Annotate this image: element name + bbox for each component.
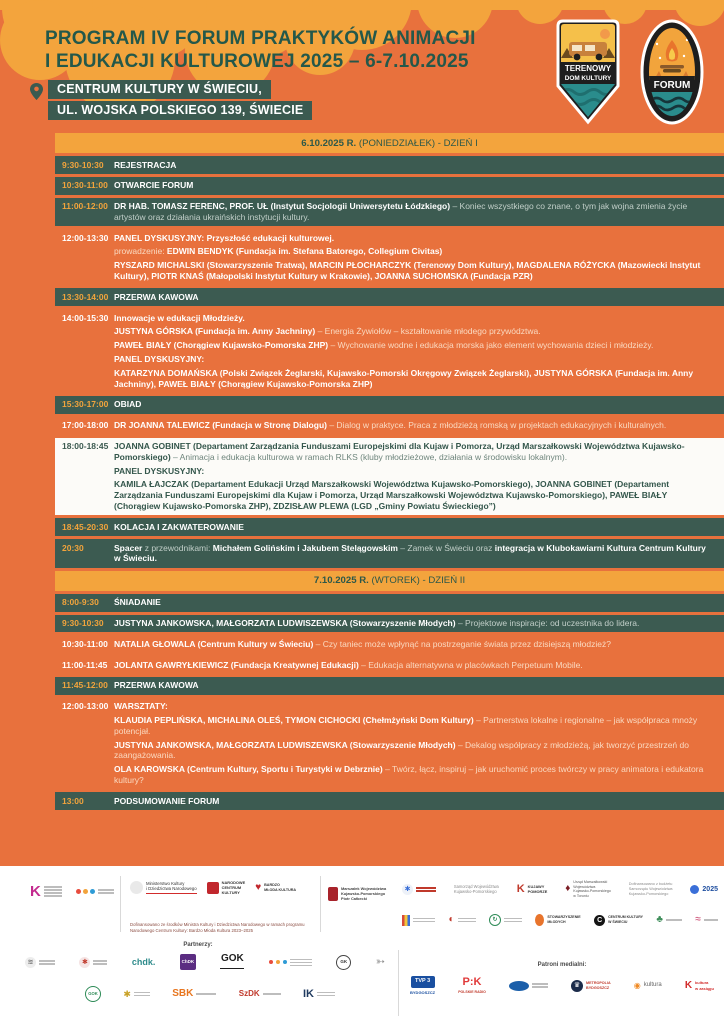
event-content: JOANNA GOBINET (Departament Zarządzania Funduszami Europejskimi dla Kujaw i Pomorza, Urząd Marszałkowski Województwa Kujawsko-Pomorskiego) – Animacja i edukacja kulturowa w ramach RLKS (kluby młodzieżowe, działania w środowisku lokalnym). PANEL DYSKUSYJNY: KAMILA ŁAJCZAK (Departament Edukacji Urząd Marszałkowski Województwa Kujawsko-Pomorskiego), JOANNA GOBINET (Departament Zarządzania Funduszami Europejskimi dla Kujaw i Pomorza, Urząd Marszałkowski Województwa Kujawsko-Pomorskiego), PAWEŁ BIAŁY (Chorągiew Kujawsko-Pomorska ZHP), ZDZISŁAW PLEWA (LGD „Gminy Powiatu Świeckiego”) — [114, 441, 685, 512]
footer-divider-1 — [120, 876, 121, 932]
time-cell: 18:45-20:30 — [62, 521, 109, 532]
time-cell: 13:00 — [62, 795, 84, 806]
logo-nck: NARODOWE CENTRUM KULTURY — [207, 880, 246, 895]
schedule-row — [55, 288, 724, 306]
tdk-badge-line2: DOM KULTURY — [564, 75, 612, 82]
event-content: REJESTRACJA — [114, 159, 177, 170]
partner-logo-gok-green: GOK — [85, 986, 101, 1002]
footer-marshal — [328, 886, 386, 901]
schedule-row — [55, 635, 724, 653]
location-line-2: UL. WOJSKA POLSKIEGO 139, ŚWIECIE — [48, 101, 312, 120]
logo-chdk-square: ChDK — [180, 954, 196, 970]
event-content: PRZERWA KAWOWA — [114, 291, 199, 302]
logo-bmk: ♥ BARDZO MŁODA KULTURA — [255, 881, 297, 893]
footer-region-logos-row1 — [402, 880, 718, 899]
footer — [0, 866, 724, 1024]
logo-radio-pik: P:K POLSKIE RADIO — [458, 975, 486, 994]
logo-urzad-marszalkowski: ♦ Urząd Marszałkowski Województwa Kujawsko-Pomorskiego w Toruniu — [565, 880, 611, 899]
header-badges — [552, 18, 704, 126]
time-cell: 9:30-10:30 — [62, 618, 104, 629]
logo-marshal-crest: Marszałek Województwa Kujawsko-Pomorskiego Piotr Całbecki — [328, 886, 386, 901]
event-content: PRZERWA KAWOWA — [114, 680, 199, 691]
partner-logo-fan: ≋ — [25, 957, 55, 968]
logo-mkidn: Ministerstwo Kultury i Dziedzictwa Narodowego — [130, 881, 197, 895]
time-cell: 17:00-18:00 — [62, 420, 109, 431]
media-patrons-label: Patroni medialni: — [537, 962, 587, 968]
logo-szdk: SzDK — [239, 990, 281, 998]
schedule-row — [55, 396, 724, 414]
logo-radio-oval — [509, 981, 548, 991]
partner-logo-color: ✱ — [79, 957, 107, 968]
logo-sbk: SBK — [172, 989, 216, 999]
event-content: Spacer z przewodnikami: Michałem Golińskim i Jakubem Stelągowskim – Zamek w Świeciu oraz integracja w Klubokawiarni Kultura Centrum Kultury w Świeciu. — [114, 542, 706, 564]
footer-ministry-group — [130, 880, 296, 895]
schedule-row — [55, 656, 724, 674]
forum-badge-label: FORUM — [653, 80, 691, 91]
schedule-row — [55, 518, 724, 536]
schedule-row — [55, 792, 724, 810]
schedule-row — [55, 177, 724, 195]
logo-stowarzyszenie-mlodych: STOWARZYSZENIE MŁODYCH — [535, 914, 580, 926]
time-cell: 18:00-18:45 — [62, 441, 109, 452]
event-content: JOLANTA GAWRYŁKIEWICZ (Fundacja Kreatywnej Edukacji) – Edukacja alternatywna w placówkach Perpetuum Mobile. — [114, 659, 583, 670]
location-pin-icon — [30, 83, 43, 100]
tdk-badge-line1: TERENOWY — [564, 64, 612, 73]
forum-badge — [640, 18, 704, 126]
schedule-row — [55, 156, 724, 174]
event-content: Innowacje w edukacji Młodzieży. JUSTYNA GÓRSKA (Fundacja im. Anny Jachniny) – Energia Żywiołów – kształtowanie młodego przywództwa. PAWEŁ BIAŁY (Chorągiew Kujawsko-Pomorska ZHP) – Wychowanie wodne i edukacja morska jako element wychowania dzieci i młodzieży. PANEL DYSKUSYJNY: KATARZYNA DOMAŃSKA (Polski Związek Żeglarski, Kujawsko-Pomorski Okręgowy Związek Żeglarski), JUSTYNA GÓRSKA (Fundacja im. Anny Jachniny), PAWEŁ BIAŁY (Chorągiew Kujawsko-Pomorska ZHP) — [114, 312, 694, 389]
footer-region-logos-row2 — [402, 914, 718, 926]
title-line-2: I EDUKACJI KULTUROWEJ 2025 – 6-7.10.2025 — [45, 51, 469, 72]
partners-label: Partnerzy: — [183, 942, 213, 948]
event-content: OBIAD — [114, 399, 142, 410]
event-content: KOLACJA I ZAKWATEROWANIE — [114, 521, 244, 532]
partner-logo-ring: ✱ — [402, 884, 436, 895]
partner-logo-bird: ➳ — [375, 955, 385, 968]
logo-dofinansowano-budzet: Dofinansowano z budżetu Samorządu Województwa Kujawsko-Pomorskiego — [628, 881, 673, 896]
terenowy-dom-kultury-badge — [552, 18, 624, 126]
program-schedule — [55, 133, 724, 860]
media-logos-row — [410, 976, 714, 995]
schedule-row — [55, 438, 724, 516]
schedule-row — [55, 417, 724, 435]
schedule-row — [55, 198, 724, 227]
location-line-1: CENTRUM KULTURY W ŚWIECIU, — [48, 80, 271, 99]
logo-samorzad-kp: Samorząd Województwa Kujawsko-Pomorskiego — [453, 884, 499, 895]
partners-logos-row1 — [25, 954, 385, 971]
time-cell: 12:00-13:30 — [62, 232, 109, 243]
footer-divider-2 — [320, 876, 321, 932]
time-cell: 14:00-15:30 — [62, 312, 109, 323]
time-cell: 11:00-12:00 — [62, 201, 108, 212]
funding-note — [130, 922, 330, 934]
time-cell: 13:30-14:00 — [62, 291, 109, 302]
funding-note-line1: Dofinansowano ze środków Ministra Kultury i Dziedzictwa Narodowego w ramach programu — [130, 922, 305, 927]
logo-houses — [76, 888, 114, 896]
partner-logo-wand: ✱ — [123, 990, 150, 999]
event-content: DR JOANNA TALEWICZ (Fundacja w Stronę Dialogu) – Dialog w praktyce. Praca z młodzieżą romską w projektach edukacyjnych i kulturalnych. — [114, 420, 667, 431]
schedule-row — [55, 229, 724, 285]
time-cell: 20:30 — [62, 542, 84, 553]
logo-centrum-kultury-swiecie: C CENTRUM KULTURY W ŚWIECIU — [594, 915, 643, 926]
day-header: 7.10.2025 R. (WTOREK) - DZIEŃ II — [55, 571, 724, 591]
time-cell: 10:30-11:00 — [62, 180, 108, 191]
logo-metropolia-bydgoszcz: ♛ METROPOLIA BYDGOSZCZ — [571, 980, 611, 992]
partner-logo-gk-ring: GK — [336, 955, 351, 970]
funding-note-line2: Narodowego Centrum Kultury: Bardzo Młoda Kultura 2023–2025 — [130, 928, 254, 933]
day-header: 6.10.2025 R. (PONIEDZIAŁEK) - DZIEŃ I — [55, 133, 724, 153]
event-content: DR HAB. TOMASZ FERENC, PROF. UŁ (Instytut Socjologii Uniwersytetu Łódzkiego) – Koniec wszystkiego co znane, o tym jak wojna zmienia życie artystów oraz działania ukraińskich instytucji kultury. — [114, 201, 688, 222]
event-content: ŚNIADANIE — [114, 597, 161, 608]
partner-logo-clover: ♣ — [656, 915, 682, 925]
event-content: JUSTYNA JANKOWSKA, MAŁGORZATA LUDWISZEWSKA (Stowarzyszenie Młodych) – Projektowe inspiracje: od uczestnika do lidera. — [114, 618, 640, 629]
time-cell: 10:30-11:00 — [62, 638, 108, 649]
logo-kujawy-pomorze: K KUJAWY POMORZE — [516, 882, 548, 895]
partner-logo-squiggle: ≈ — [695, 915, 718, 925]
schedule-row — [55, 539, 724, 568]
page-title — [45, 27, 476, 73]
time-cell: 8:00-9:30 — [62, 597, 99, 608]
event-content: PANEL DYSKUSYJNY: Przyszłość edukacji kulturowej. prowadzenie: EDWIN BENDYK (Fundacja im. Stefana Batorego, Collegium Civitas) RYSZARD MICHALSKI (Stowarzyszenie Tratwa), MARCIN PŁOCHARCZYK (Terenowy Dom Kultury), MAGDALENA RÓŻYCKA (Mazowiecki Instytut Kultury), PIOTR KNAŚ (Małopolski Instytut Kultury w Krakowie), JOANNA SUCHOMSKA (Fundacja PZR) — [114, 232, 701, 282]
footer-org-logos-left — [30, 884, 114, 899]
partner-logo-dots — [269, 957, 312, 968]
logo-centrum-kultury-k: K — [30, 884, 62, 899]
location-block — [30, 80, 312, 122]
time-cell: 12:00-13:00 — [62, 701, 109, 712]
schedule-row — [55, 615, 724, 633]
schedule-row — [55, 594, 724, 612]
event-content: OTWARCIE FORUM — [114, 180, 194, 191]
event-content: WARSZTATY: KLAUDIA PEPLIŃSKA, MICHALINA OLEŚ, TYMON CICHOCKI (Chełmżyński Dom Kultury) – Partnerstwa lokalne i regionalne – jak współpraca mnoży potencjał. JUSTYNA JANKOWSKA, MAŁGORZATA LUDWISZEWSKA (Stowarzyszenie Młodych) – Dekalog współpracy z młodzieżą, jak tworzyć przestrzeń do zaangażowania. OLA KAROWSKA (Centrum Kultury, Sportu i Turystyki w Debrznie) – Twórz, łącz, inspiruj – jak uruchomić proces twórczy w pracy animatora i edukatora kultury? — [114, 701, 704, 785]
partner-logo-cycle: ↻ — [489, 914, 522, 926]
time-cell: 11:00-11:45 — [62, 659, 108, 670]
footer-divider-3 — [398, 950, 399, 1016]
schedule-row — [55, 309, 724, 393]
logo-radiokultura: ◉ kultura — [633, 980, 662, 990]
time-cell: 15:30-17:00 — [62, 399, 109, 410]
logo-2025: 2025 — [690, 885, 718, 894]
schedule-row — [55, 698, 724, 790]
schedule-row — [55, 677, 724, 695]
logo-kultura-w-zasiegu: K kultura w zasięgu — [684, 979, 714, 991]
event-content: PODSUMOWANIE FORUM — [114, 795, 220, 806]
event-content: NATALIA GŁOWALA (Centrum Kultury w Świeciu) – Czy taniec może wpłynąć na postrzeganie świata przez dzisiejszą młodzież? — [114, 638, 611, 649]
title-line-1: PROGRAM IV FORUM PRAKTYKÓW ANIMACJI — [45, 28, 476, 49]
logo-tvp3: TVP 3 BYDGOSZCZ — [410, 976, 435, 995]
partner-logo-crescent: ◐ — [448, 915, 475, 925]
logo-chdk-text: chdk. — [131, 956, 156, 967]
logo-gok: GOK — [220, 954, 244, 971]
partner-logo-stripes — [402, 915, 435, 926]
time-cell: 9:30-10:30 — [62, 159, 104, 170]
partners-logos-row2 — [85, 986, 335, 1002]
time-cell: 11:45-12:00 — [62, 680, 108, 691]
header — [0, 0, 724, 133]
partner-logo-ik: IK — [303, 989, 335, 1000]
